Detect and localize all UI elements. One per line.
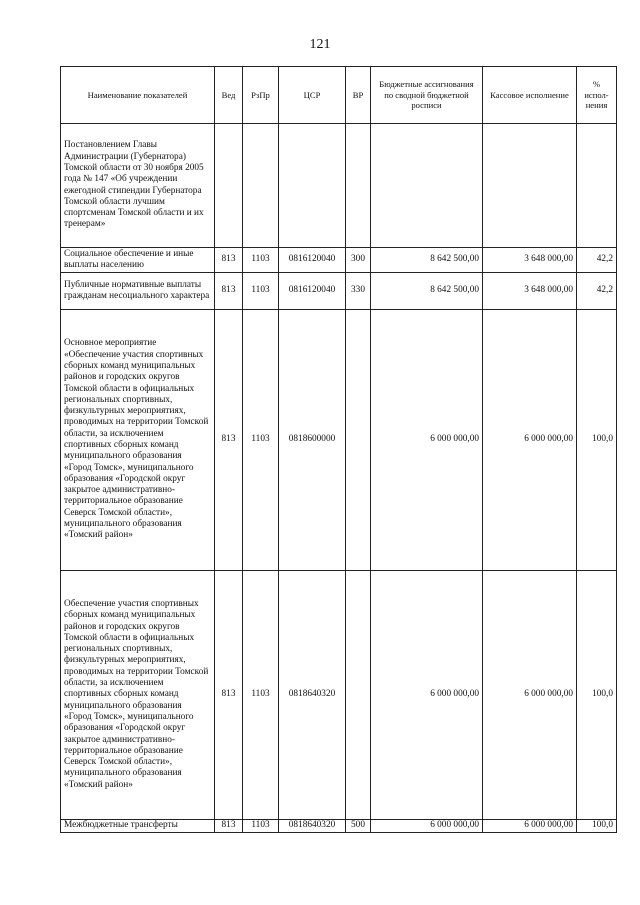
row-vr bbox=[346, 571, 371, 820]
table-row bbox=[61, 820, 617, 833]
row-name: Основное мероприятие «Обеспечение участия спортивных сборных команд муниципальных районов и городских округов Томской области в официальных региональных спортивных, физкультурных мероприятиях, проводимых на территории Томской области, за исключением спортивных сборных команд муниципального образования «Город Томск», муниципального образования «Городской округ закрытое административно-территориальное образование Северск Томской области», муниципального образования «Томский район» bbox=[61, 310, 215, 571]
row-csr: 0818600000 bbox=[279, 310, 346, 571]
row-vr bbox=[346, 124, 371, 248]
row-name: Межбюджетные трансферты bbox=[61, 820, 215, 833]
row-cash bbox=[483, 124, 577, 248]
row-budget: 6 000 000,00 bbox=[371, 820, 483, 833]
table-row bbox=[61, 310, 617, 571]
row-cash: 3 648 000,00 bbox=[483, 273, 577, 310]
row-rzpr bbox=[243, 124, 279, 248]
row-vr: 300 bbox=[346, 248, 371, 273]
row-cash: 6 000 000,00 bbox=[483, 571, 577, 820]
header-rzpr: РзПр bbox=[243, 67, 279, 124]
row-cash: 6 000 000,00 bbox=[483, 820, 577, 833]
header-ved: Вед bbox=[215, 67, 243, 124]
row-cash: 6 000 000,00 bbox=[483, 310, 577, 571]
header-cash-execution: Кассовое исполнение bbox=[483, 67, 577, 124]
row-ved: 813 bbox=[215, 310, 243, 571]
row-ved: 813 bbox=[215, 820, 243, 833]
row-rzpr: 1103 bbox=[243, 820, 279, 833]
row-vr bbox=[346, 310, 371, 571]
row-pct: 100,0 bbox=[577, 820, 617, 833]
row-name: Публичные нормативные выплаты гражданам несоциального характера bbox=[61, 273, 215, 310]
row-vr: 500 bbox=[346, 820, 371, 833]
row-csr: 0816120040 bbox=[279, 248, 346, 273]
row-rzpr: 1103 bbox=[243, 571, 279, 820]
header-vr: ВР bbox=[346, 67, 371, 124]
row-vr: 330 bbox=[346, 273, 371, 310]
page-number: 121 bbox=[309, 37, 331, 52]
table-row bbox=[61, 124, 617, 248]
row-pct: 42,2 bbox=[577, 248, 617, 273]
row-csr bbox=[279, 124, 346, 248]
row-ved: 813 bbox=[215, 273, 243, 310]
row-ved: 813 bbox=[215, 571, 243, 820]
row-rzpr: 1103 bbox=[243, 273, 279, 310]
row-csr: 0818640320 bbox=[279, 571, 346, 820]
table-header-row bbox=[61, 67, 617, 124]
row-pct: 100,0 bbox=[577, 310, 617, 571]
row-rzpr: 1103 bbox=[243, 248, 279, 273]
table-row bbox=[61, 248, 617, 273]
row-name: Социальное обеспечение и иные выплаты населению bbox=[61, 248, 215, 273]
row-pct: 42,2 bbox=[577, 273, 617, 310]
header-execution-percent: % испол-нения bbox=[577, 67, 617, 124]
row-pct bbox=[577, 124, 617, 248]
row-cash: 3 648 000,00 bbox=[483, 248, 577, 273]
row-name: Обеспечение участия спортивных сборных команд муниципальных районов и городских округов Томской области в официальных региональных спортивных, физкультурных мероприятиях, проводимых на территории Томской области, за исключением спортивных сборных команд муниципального образования «Город Томск», муниципального образования «Городской округ закрытое административно-территориальное образование Северск Томской области», муниципального образования «Томский район» bbox=[61, 571, 215, 820]
row-csr: 0818640320 bbox=[279, 820, 346, 833]
row-csr: 0816120040 bbox=[279, 273, 346, 310]
row-budget: 8 642 500,00 bbox=[371, 248, 483, 273]
row-ved: 813 bbox=[215, 248, 243, 273]
header-budget-allocation: Бюджетные ассигнования по сводной бюджетной росписи bbox=[371, 67, 483, 124]
row-name: Постановлением Главы Администрации (Губернатора) Томской области от 30 ноября 2005 года № 147 «Об учреждении ежегодной стипендии Губернатора Томской области лучшим спортсменам Томской области и их тренерам» bbox=[61, 124, 215, 248]
row-budget bbox=[371, 124, 483, 248]
header-indicator-name: Наименование показателей bbox=[61, 67, 215, 124]
table-row bbox=[61, 273, 617, 310]
row-budget: 6 000 000,00 bbox=[371, 571, 483, 820]
row-rzpr: 1103 bbox=[243, 310, 279, 571]
row-budget: 8 642 500,00 bbox=[371, 273, 483, 310]
header-csr: ЦСР bbox=[279, 67, 346, 124]
row-ved bbox=[215, 124, 243, 248]
table-row bbox=[61, 571, 617, 820]
row-budget: 6 000 000,00 bbox=[371, 310, 483, 571]
budget-table bbox=[60, 66, 617, 833]
row-pct: 100,0 bbox=[577, 571, 617, 820]
